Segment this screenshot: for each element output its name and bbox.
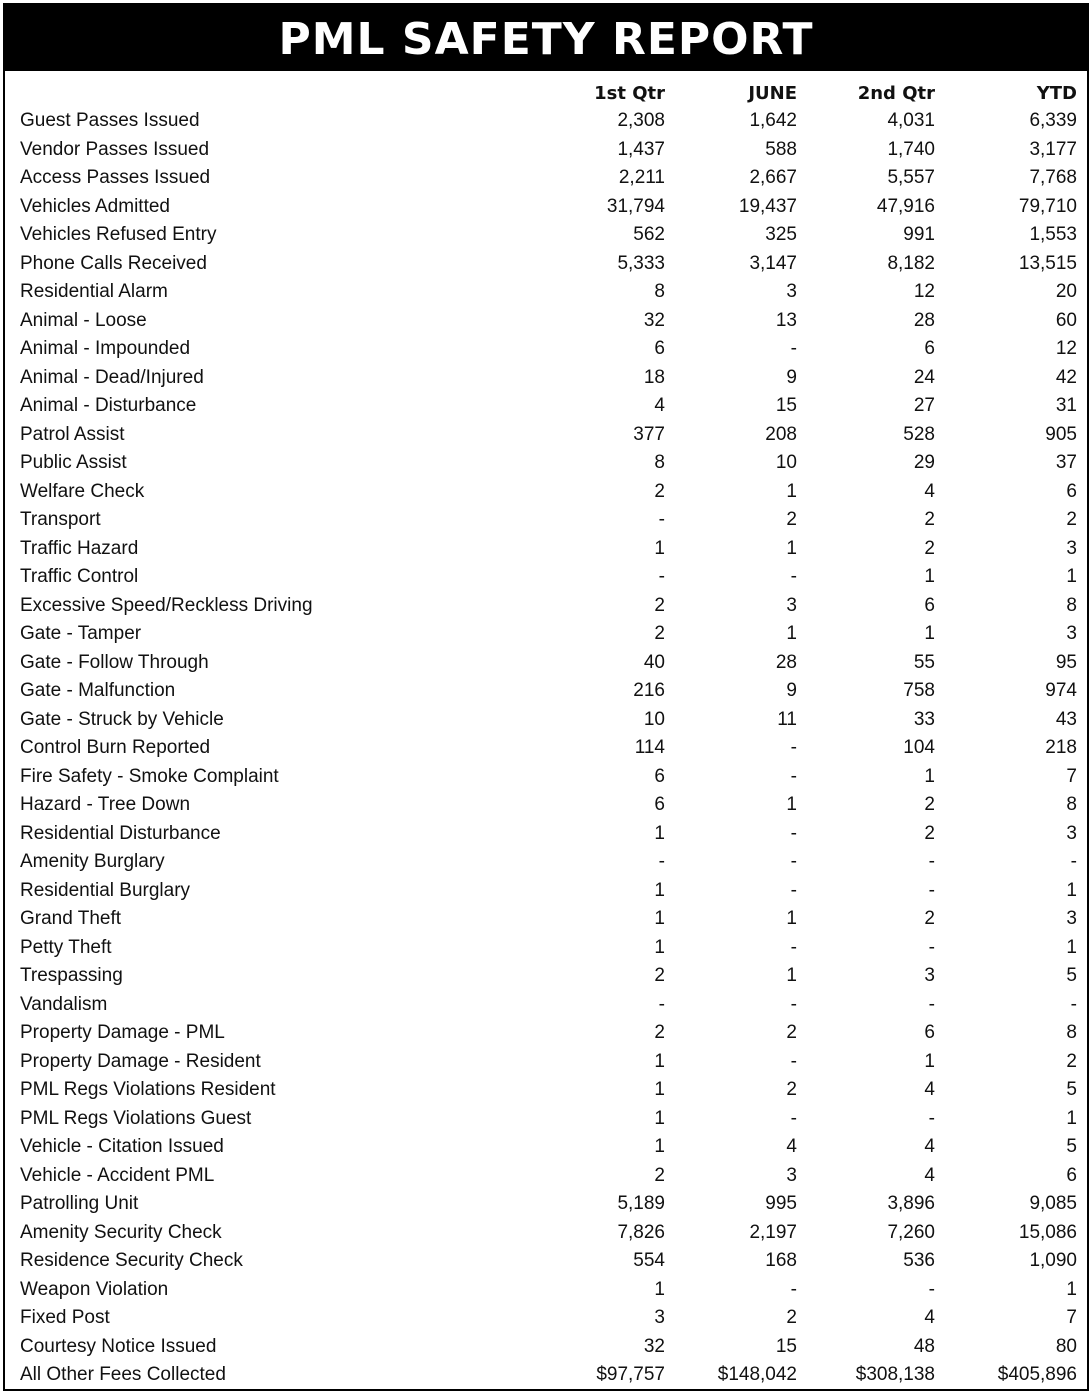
table-row — [5, 1190, 1087, 1219]
cell-ytd: 7,768 — [1029, 167, 1077, 189]
row-label: Guest Passes Issued — [20, 110, 200, 132]
row-label: Control Burn Reported — [20, 737, 211, 759]
cell-2nd-qtr: 12 — [913, 281, 935, 303]
table-header-row — [5, 71, 1087, 107]
cell-june: 15 — [775, 1335, 797, 1357]
safety-report — [3, 3, 1089, 1391]
cell-ytd: 5 — [1066, 1136, 1077, 1158]
row-label: Transport — [20, 509, 101, 531]
cell-1st-qtr: 1 — [654, 537, 665, 559]
cell-ytd: 3,177 — [1029, 138, 1077, 160]
cell-2nd-qtr: 1,740 — [887, 138, 935, 160]
cell-ytd: 9,085 — [1029, 1193, 1077, 1215]
cell-2nd-qtr: - — [928, 1278, 935, 1300]
cell-1st-qtr: 40 — [643, 651, 665, 673]
cell-june: 9 — [786, 366, 797, 388]
cell-june: - — [790, 765, 797, 787]
cell-ytd: 5 — [1066, 965, 1077, 987]
cell-2nd-qtr: 24 — [913, 366, 935, 388]
table-row — [5, 1219, 1087, 1248]
cell-1st-qtr: 1 — [654, 908, 665, 930]
cell-ytd: 2 — [1066, 509, 1077, 531]
cell-june: 1,642 — [749, 110, 797, 132]
cell-2nd-qtr: 55 — [913, 651, 935, 673]
cell-1st-qtr: 216 — [633, 680, 665, 702]
cell-june: 1 — [786, 794, 797, 816]
row-label: Animal - Dead/Injured — [20, 366, 204, 388]
cell-1st-qtr: 7,826 — [617, 1221, 665, 1243]
cell-june: - — [790, 1107, 797, 1129]
row-label: Amenity Burglary — [20, 851, 165, 873]
row-label: Gate - Tamper — [20, 623, 142, 645]
cell-2nd-qtr: 27 — [913, 395, 935, 417]
cell-2nd-qtr: 7,260 — [887, 1221, 935, 1243]
row-label: Gate - Follow Through — [20, 651, 209, 673]
cell-2nd-qtr: 2 — [924, 822, 935, 844]
cell-2nd-qtr: 48 — [913, 1335, 935, 1357]
table-row — [5, 649, 1087, 678]
cell-june: 1 — [786, 537, 797, 559]
row-label: Petty Theft — [20, 936, 112, 958]
cell-ytd: 1 — [1066, 1278, 1077, 1300]
table-row — [5, 620, 1087, 649]
cell-ytd: 1 — [1066, 1107, 1077, 1129]
cell-ytd: 1 — [1066, 879, 1077, 901]
cell-2nd-qtr: 4 — [924, 1079, 935, 1101]
cell-1st-qtr: 377 — [633, 423, 665, 445]
cell-ytd: 31 — [1055, 395, 1077, 417]
header-label-cell — [5, 71, 541, 107]
cell-june: 4 — [786, 1136, 797, 1158]
cell-1st-qtr: - — [658, 993, 665, 1015]
row-label: Traffic Hazard — [20, 537, 139, 559]
cell-1st-qtr: 1 — [654, 1278, 665, 1300]
cell-ytd: 15,086 — [1018, 1221, 1077, 1243]
table-row — [5, 449, 1087, 478]
cell-ytd: 79,710 — [1018, 195, 1077, 217]
cell-2nd-qtr: 2 — [924, 794, 935, 816]
cell-2nd-qtr: 4 — [924, 1136, 935, 1158]
cell-ytd: 1,553 — [1029, 224, 1077, 246]
cell-2nd-qtr: - — [928, 936, 935, 958]
cell-1st-qtr: 8 — [654, 281, 665, 303]
cell-june: 9 — [786, 680, 797, 702]
table-row — [5, 278, 1087, 307]
report-title: PML SAFETY REPORT — [5, 5, 1087, 71]
cell-june: - — [790, 338, 797, 360]
table-row — [5, 934, 1087, 963]
cell-2nd-qtr: $308,138 — [855, 1364, 935, 1386]
cell-2nd-qtr: 2 — [924, 908, 935, 930]
table-row — [5, 1247, 1087, 1276]
cell-june: 15 — [775, 395, 797, 417]
table-row — [5, 535, 1087, 564]
column-header-2nd-qtr: 2nd Qtr — [857, 82, 935, 104]
cell-1st-qtr: 1 — [654, 1107, 665, 1129]
cell-ytd: 1,090 — [1029, 1250, 1077, 1272]
cell-ytd: 42 — [1055, 366, 1077, 388]
table-row — [5, 791, 1087, 820]
row-label: Residence Security Check — [20, 1250, 243, 1272]
cell-1st-qtr: 114 — [634, 737, 665, 759]
cell-2nd-qtr: 28 — [913, 309, 935, 331]
cell-ytd: 37 — [1055, 452, 1077, 474]
table-row — [5, 1076, 1087, 1105]
table-row — [5, 506, 1087, 535]
cell-2nd-qtr: 1 — [924, 1050, 935, 1072]
cell-ytd: 6 — [1066, 1164, 1077, 1186]
table-row — [5, 877, 1087, 906]
table-row — [5, 1133, 1087, 1162]
cell-1st-qtr: 5,333 — [617, 252, 665, 274]
cell-2nd-qtr: 47,916 — [876, 195, 935, 217]
cell-1st-qtr: 1 — [654, 1050, 665, 1072]
cell-2nd-qtr: 6 — [924, 1022, 935, 1044]
row-label: Animal - Impounded — [20, 338, 191, 360]
table-row — [5, 820, 1087, 849]
cell-2nd-qtr: 528 — [903, 423, 935, 445]
cell-1st-qtr: 32 — [643, 1335, 665, 1357]
cell-1st-qtr: - — [658, 566, 665, 588]
cell-2nd-qtr: 4,031 — [887, 110, 935, 132]
row-label: Vehicle - Citation Issued — [20, 1136, 224, 1158]
row-label: PML Regs Violations Guest — [20, 1107, 252, 1129]
table-row — [5, 1361, 1087, 1390]
table-row — [5, 763, 1087, 792]
cell-1st-qtr: 2 — [654, 480, 665, 502]
row-label: Hazard - Tree Down — [20, 794, 191, 816]
cell-june: 588 — [765, 138, 797, 160]
cell-june: - — [790, 566, 797, 588]
cell-2nd-qtr: 2 — [924, 537, 935, 559]
row-label: Vehicle - Accident PML — [20, 1164, 215, 1186]
row-label: Vehicles Refused Entry — [20, 224, 217, 246]
cell-1st-qtr: 2,211 — [618, 167, 665, 189]
cell-june: 1 — [786, 480, 797, 502]
cell-1st-qtr: 2 — [654, 1022, 665, 1044]
cell-june: 10 — [775, 452, 797, 474]
row-label: Excessive Speed/Reckless Driving — [20, 594, 313, 616]
row-label: Residential Alarm — [20, 281, 168, 303]
cell-1st-qtr: 6 — [654, 765, 665, 787]
row-label: Patrolling Unit — [20, 1193, 139, 1215]
cell-1st-qtr: 6 — [654, 338, 665, 360]
cell-june: 2 — [786, 1022, 797, 1044]
table-row — [5, 364, 1087, 393]
cell-1st-qtr: 10 — [643, 708, 665, 730]
report-table — [5, 71, 1087, 1390]
table-row — [5, 136, 1087, 165]
table-row — [5, 1333, 1087, 1362]
cell-1st-qtr: 3 — [654, 1307, 665, 1329]
cell-2nd-qtr: 104 — [903, 737, 935, 759]
row-label: Residential Disturbance — [20, 822, 221, 844]
cell-ytd: 8 — [1066, 594, 1077, 616]
row-label: Vehicles Admitted — [20, 195, 170, 217]
cell-2nd-qtr: - — [928, 879, 935, 901]
cell-ytd: 6 — [1066, 480, 1077, 502]
cell-2nd-qtr: 29 — [913, 452, 935, 474]
table-row — [5, 905, 1087, 934]
cell-2nd-qtr: - — [928, 1107, 935, 1129]
row-label: Vandalism — [20, 993, 108, 1015]
cell-2nd-qtr: 4 — [924, 1307, 935, 1329]
row-label: Access Passes Issued — [20, 167, 211, 189]
table-row — [5, 250, 1087, 279]
row-label: Property Damage - Resident — [20, 1050, 261, 1072]
cell-1st-qtr: 5,189 — [617, 1193, 665, 1215]
row-label: Animal - Disturbance — [20, 395, 197, 417]
cell-june: 11 — [777, 708, 797, 730]
cell-1st-qtr: 1 — [654, 936, 665, 958]
cell-ytd: 43 — [1055, 708, 1077, 730]
row-label: Courtesy Notice Issued — [20, 1335, 217, 1357]
cell-ytd: 905 — [1045, 423, 1077, 445]
cell-2nd-qtr: 3 — [924, 965, 935, 987]
cell-1st-qtr: 18 — [643, 366, 665, 388]
cell-ytd: 2 — [1066, 1050, 1077, 1072]
cell-2nd-qtr: 758 — [903, 680, 935, 702]
row-label: Welfare Check — [20, 480, 145, 502]
cell-june: 3,147 — [749, 252, 797, 274]
row-label: Public Assist — [20, 452, 127, 474]
cell-ytd: 7 — [1066, 1307, 1077, 1329]
cell-1st-qtr: 1,437 — [617, 138, 665, 160]
cell-june: 3 — [786, 281, 797, 303]
cell-june: - — [790, 993, 797, 1015]
cell-1st-qtr: 6 — [654, 794, 665, 816]
cell-june: - — [790, 851, 797, 873]
cell-june: 2 — [786, 509, 797, 531]
row-label: Fire Safety - Smoke Complaint — [20, 765, 279, 787]
row-label: Fixed Post — [20, 1307, 110, 1329]
cell-june: 2,667 — [749, 167, 797, 189]
table-row — [5, 677, 1087, 706]
cell-ytd: 5 — [1066, 1079, 1077, 1101]
cell-1st-qtr: 2 — [654, 623, 665, 645]
cell-june: - — [790, 1050, 797, 1072]
cell-ytd: 7 — [1066, 765, 1077, 787]
cell-ytd: 13,515 — [1018, 252, 1077, 274]
table-row — [5, 563, 1087, 592]
cell-june: 28 — [775, 651, 797, 673]
row-label: Trespassing — [20, 965, 123, 987]
table-row — [5, 848, 1087, 877]
cell-2nd-qtr: 3,896 — [887, 1193, 935, 1215]
table-row — [5, 193, 1087, 222]
table-row — [5, 734, 1087, 763]
cell-2nd-qtr: 1 — [924, 566, 935, 588]
cell-2nd-qtr: 33 — [913, 708, 935, 730]
cell-ytd: 1 — [1066, 566, 1077, 588]
cell-june: 325 — [765, 224, 797, 246]
column-header-june: JUNE — [748, 82, 797, 104]
cell-2nd-qtr: 1 — [924, 765, 935, 787]
cell-2nd-qtr: 991 — [903, 224, 935, 246]
cell-ytd: - — [1070, 851, 1077, 873]
cell-ytd: 3 — [1066, 822, 1077, 844]
table-row — [5, 962, 1087, 991]
row-label: Property Damage - PML — [20, 1022, 225, 1044]
row-label: Grand Theft — [20, 908, 122, 930]
table-row — [5, 392, 1087, 421]
table-row — [5, 1276, 1087, 1305]
cell-2nd-qtr: 4 — [924, 1164, 935, 1186]
cell-1st-qtr: - — [658, 851, 665, 873]
cell-2nd-qtr: 1 — [924, 623, 935, 645]
cell-2nd-qtr: 536 — [903, 1250, 935, 1272]
cell-1st-qtr: 1 — [654, 1079, 665, 1101]
cell-june: 1 — [786, 623, 797, 645]
cell-ytd: 974 — [1045, 680, 1077, 702]
cell-ytd: 20 — [1055, 281, 1077, 303]
row-label: Animal - Loose — [20, 309, 147, 331]
row-label: Gate - Malfunction — [20, 680, 176, 702]
cell-june: 2,197 — [749, 1221, 797, 1243]
cell-ytd: 95 — [1055, 651, 1077, 673]
cell-june: - — [790, 1278, 797, 1300]
cell-june: 3 — [786, 1164, 797, 1186]
column-header-1st-qtr: 1st Qtr — [594, 82, 665, 104]
row-label: Vendor Passes Issued — [20, 138, 210, 160]
table-body — [5, 107, 1087, 1390]
cell-ytd: 3 — [1066, 537, 1077, 559]
table-row — [5, 1105, 1087, 1134]
cell-1st-qtr: 2 — [654, 594, 665, 616]
table-row — [5, 335, 1087, 364]
table-row — [5, 1048, 1087, 1077]
cell-2nd-qtr: 8,182 — [887, 252, 935, 274]
table-row — [5, 221, 1087, 250]
cell-june: 3 — [786, 594, 797, 616]
cell-ytd: 6,339 — [1029, 110, 1077, 132]
cell-2nd-qtr: 4 — [924, 480, 935, 502]
cell-june: 168 — [765, 1250, 797, 1272]
cell-1st-qtr: - — [658, 509, 665, 531]
table-row — [5, 421, 1087, 450]
cell-ytd: - — [1070, 993, 1077, 1015]
cell-1st-qtr: 2,308 — [617, 110, 665, 132]
cell-2nd-qtr: - — [928, 851, 935, 873]
cell-1st-qtr: 32 — [643, 309, 665, 331]
table-row — [5, 991, 1087, 1020]
cell-ytd: 218 — [1045, 737, 1077, 759]
cell-1st-qtr: 31,794 — [606, 195, 665, 217]
table-row — [5, 706, 1087, 735]
cell-1st-qtr: 554 — [633, 1250, 665, 1272]
cell-june: - — [790, 936, 797, 958]
cell-1st-qtr: 2 — [654, 965, 665, 987]
cell-june: 208 — [765, 423, 797, 445]
cell-1st-qtr: 1 — [654, 1136, 665, 1158]
cell-june: 13 — [775, 309, 797, 331]
row-label: Residential Burglary — [20, 879, 191, 901]
table-row — [5, 592, 1087, 621]
cell-june: 995 — [765, 1193, 797, 1215]
cell-1st-qtr: 2 — [654, 1164, 665, 1186]
cell-1st-qtr: 1 — [654, 822, 665, 844]
cell-ytd: 8 — [1066, 794, 1077, 816]
table-row — [5, 164, 1087, 193]
cell-1st-qtr: 4 — [654, 395, 665, 417]
cell-june: 1 — [786, 965, 797, 987]
table-row — [5, 478, 1087, 507]
table-row — [5, 107, 1087, 136]
row-label: PML Regs Violations Resident — [20, 1079, 276, 1101]
cell-june: - — [790, 822, 797, 844]
table-row — [5, 1162, 1087, 1191]
table-row — [5, 1019, 1087, 1048]
table-row — [5, 307, 1087, 336]
cell-ytd: 3 — [1066, 908, 1077, 930]
row-label: Phone Calls Received — [20, 252, 207, 274]
cell-1st-qtr: 562 — [633, 224, 665, 246]
row-label: Amenity Security Check — [20, 1221, 222, 1243]
cell-june: - — [790, 737, 797, 759]
table-row — [5, 1304, 1087, 1333]
cell-2nd-qtr: 6 — [924, 594, 935, 616]
cell-june: 2 — [786, 1307, 797, 1329]
row-label: Gate - Struck by Vehicle — [20, 708, 224, 730]
row-label: Traffic Control — [20, 566, 139, 588]
column-header-ytd: YTD — [1036, 82, 1077, 104]
cell-1st-qtr: 8 — [654, 452, 665, 474]
cell-ytd: 8 — [1066, 1022, 1077, 1044]
cell-2nd-qtr: 5,557 — [887, 167, 935, 189]
cell-2nd-qtr: 2 — [924, 509, 935, 531]
cell-ytd: 80 — [1055, 1335, 1077, 1357]
cell-2nd-qtr: - — [928, 993, 935, 1015]
cell-ytd: 12 — [1055, 338, 1077, 360]
cell-1st-qtr: $97,757 — [596, 1364, 665, 1386]
cell-ytd: 60 — [1055, 309, 1077, 331]
cell-june: 2 — [786, 1079, 797, 1101]
cell-1st-qtr: 1 — [654, 879, 665, 901]
cell-ytd: 1 — [1066, 936, 1077, 958]
row-label: Patrol Assist — [20, 423, 125, 445]
cell-2nd-qtr: 6 — [924, 338, 935, 360]
cell-ytd: $405,896 — [997, 1364, 1077, 1386]
cell-ytd: 3 — [1066, 623, 1077, 645]
row-label: Weapon Violation — [20, 1278, 169, 1300]
cell-june: $148,042 — [717, 1364, 797, 1386]
row-label: All Other Fees Collected — [20, 1364, 226, 1386]
cell-june: - — [790, 879, 797, 901]
cell-june: 19,437 — [738, 195, 797, 217]
cell-june: 1 — [786, 908, 797, 930]
